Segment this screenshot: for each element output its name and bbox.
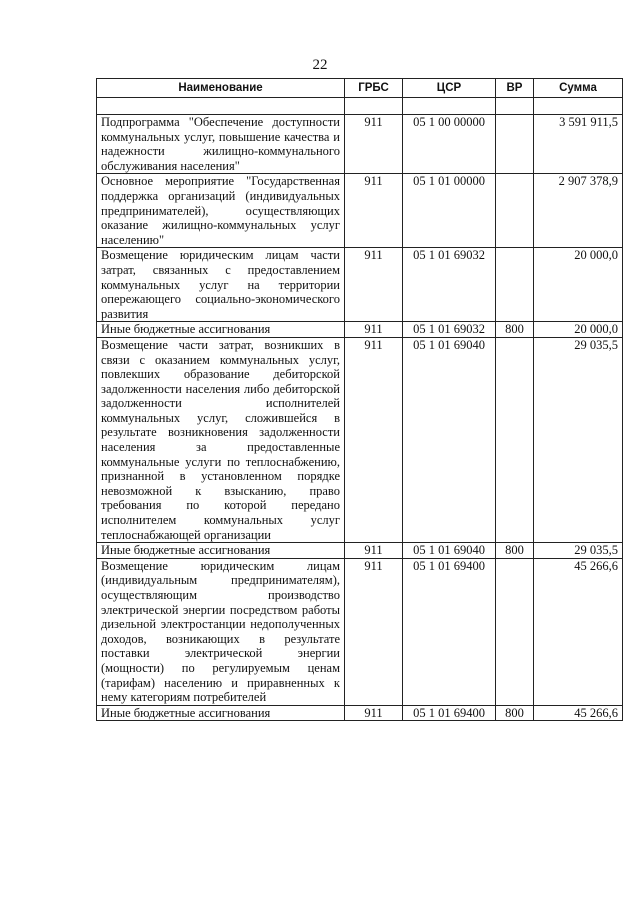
row-vr	[496, 337, 534, 542]
header-grbs: ГРБС	[345, 79, 403, 98]
header-vr: ВР	[496, 79, 534, 98]
row-sum: 29 035,5	[534, 337, 623, 542]
row-csr: 05 1 01 69040	[403, 337, 496, 542]
row-vr	[496, 558, 534, 705]
row-vr: 800	[496, 705, 534, 721]
row-name: Возмещение части затрат, возникших в связи с оказанием коммунальных услуг, повлекших образование дебиторской задолженности населения либо дебиторской задолженности исполнителей коммунальных услуг, сложившейся в результате возникновения задолженности населения за предоставленные коммунальные услуги по теплоснабжению, признанной в установленном порядке невозможной к взысканию, право требования по которой передано исполнителем коммунальных услуг теплоснабжающей организации	[97, 337, 345, 542]
row-grbs: 911	[345, 558, 403, 705]
row-vr	[496, 248, 534, 322]
row-name: Иные бюджетные ассигнования	[97, 322, 345, 338]
row-sum: 3 591 911,5	[534, 115, 623, 174]
table-header-row	[97, 79, 623, 98]
row-csr: 05 1 01 69032	[403, 322, 496, 338]
header-name: Наименование	[97, 79, 345, 98]
row-grbs: 911	[345, 174, 403, 248]
table-row	[97, 337, 623, 542]
row-csr: 05 1 01 00000	[403, 174, 496, 248]
row-sum: 45 266,6	[534, 558, 623, 705]
row-sum: 20 000,0	[534, 322, 623, 338]
budget-table	[96, 78, 623, 721]
table-row	[97, 174, 623, 248]
row-name: Основное мероприятие "Государственная поддержка организаций (индивидуальных предпринимателей), осуществляющих оказание жилищно-коммунальных услуг населению"	[97, 174, 345, 248]
row-vr	[496, 174, 534, 248]
row-csr: 05 1 00 00000	[403, 115, 496, 174]
row-name: Иные бюджетные ассигнования	[97, 705, 345, 721]
row-grbs: 911	[345, 322, 403, 338]
row-sum: 29 035,5	[534, 543, 623, 559]
row-name: Иные бюджетные ассигнования	[97, 543, 345, 559]
table-row	[97, 705, 623, 721]
header-csr: ЦСР	[403, 79, 496, 98]
header-sum: Сумма	[534, 79, 623, 98]
row-name: Возмещение юридическим лицам (индивидуальным предпринимателям), осуществляющим производство электрической энергии посредством работы дизельной электростанции недополученных доходов, возникающих в результате поставки электрической энергии (мощности) по регулируемым ценам (тарифам) населению и приравненных к нему категориям потребителей	[97, 558, 345, 705]
row-csr: 05 1 01 69400	[403, 705, 496, 721]
table-spacer-row	[97, 98, 623, 115]
row-csr: 05 1 01 69032	[403, 248, 496, 322]
row-sum: 45 266,6	[534, 705, 623, 721]
row-name: Возмещение юридическим лицам части затрат, связанных с предоставлением коммунальных услуг на территории опережающего социально-экономического развития	[97, 248, 345, 322]
row-grbs: 911	[345, 337, 403, 542]
row-sum: 20 000,0	[534, 248, 623, 322]
table-row	[97, 558, 623, 705]
row-name: Подпрограмма "Обеспечение доступности коммунальных услуг, повышение качества и надежности жилищно-коммунального обслуживания населения"	[97, 115, 345, 174]
row-csr: 05 1 01 69040	[403, 543, 496, 559]
row-grbs: 911	[345, 543, 403, 559]
table-row	[97, 322, 623, 338]
row-grbs: 911	[345, 248, 403, 322]
row-vr: 800	[496, 543, 534, 559]
page-number: 22	[312, 57, 328, 73]
table-row	[97, 543, 623, 559]
row-vr	[496, 115, 534, 174]
table-row	[97, 115, 623, 174]
row-grbs: 911	[345, 705, 403, 721]
row-grbs: 911	[345, 115, 403, 174]
row-sum: 2 907 378,9	[534, 174, 623, 248]
row-csr: 05 1 01 69400	[403, 558, 496, 705]
table-row	[97, 248, 623, 322]
row-vr: 800	[496, 322, 534, 338]
